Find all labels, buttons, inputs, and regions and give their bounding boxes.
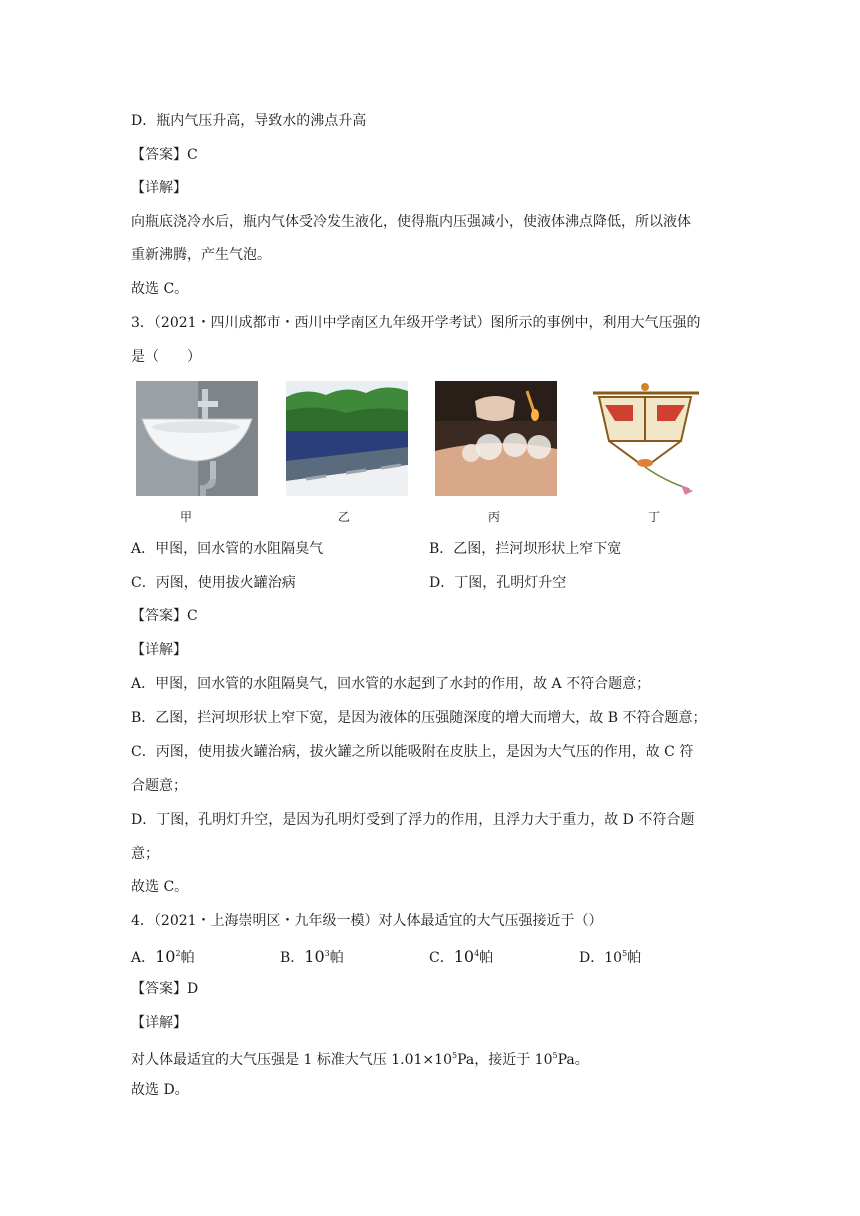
q3-explain-b: B．乙图，拦河坝形状上窄下宽，是因为液体的压强随深度的增大而增大，故 B 不符合题意； — [131, 710, 707, 726]
q3-stem-line-2: 是（ ） — [131, 349, 201, 365]
q3-option-c: C．丙图，使用拔火罐治病 — [131, 575, 296, 591]
q4-option-d: D．$10^5$帕 — [579, 949, 642, 966]
q3-explain-a: A．甲图，回水管的水阻隔臭气，回水管的水起到了水封的作用，故 A 不符合题意； — [131, 676, 651, 692]
dam-image — [286, 381, 408, 496]
q3-choose: 故选 C。 — [131, 879, 189, 895]
q4-option-c: C．$10^4$帕 — [429, 947, 494, 966]
prev-option-d: D．瓶内气压升高，导致水的沸点升高 — [131, 113, 367, 129]
prev-choose: 故选 C。 — [131, 281, 189, 297]
q4-option-a: A．$10^2$帕 — [131, 947, 195, 966]
prev-explain-line-1: 向瓶底浇冷水后，瓶内气体受冷发生液化，使得瓶内压强减小，使液体沸点降低，所以液体 — [131, 214, 691, 230]
q3-option-d: D．丁图，孔明灯升空 — [429, 575, 567, 591]
lantern-image — [585, 381, 707, 496]
q3-option-a: A．甲图，回水管的水阻隔臭气 — [131, 541, 324, 557]
q3-explain-d-line-1: D．丁图，孔明灯升空，是因为孔明灯受到了浮力的作用，且浮力大于重力，故 D 不符合题 — [131, 812, 695, 828]
q3-option-b: B．乙图，拦河坝形状上窄下宽 — [429, 541, 622, 557]
caption-yi: 乙 — [337, 510, 350, 524]
q3-answer: 【答案】C — [131, 608, 198, 624]
q4-option-b: B．$10^3$帕 — [280, 947, 344, 966]
q3-detail-label: 【详解】 — [131, 642, 187, 658]
q4-explain: 对人体最适宜的大气压强是 1 标准大气压 $1.01\times 10^5Pa$，接近于 $10^5Pa$。 — [131, 1051, 589, 1068]
sink-image — [136, 381, 258, 496]
q4-choose: 故选 D。 — [131, 1082, 189, 1098]
prev-explain-line-2: 重新沸腾，产生气泡。 — [131, 247, 271, 263]
cupping-image — [435, 381, 557, 496]
caption-bing: 丙 — [487, 510, 500, 524]
prev-detail-label: 【详解】 — [131, 180, 187, 196]
q4-stem: 4．（2021・上海崇明区・九年级一模）对人体最适宜的大气压强接近于（） — [131, 913, 603, 929]
q3-explain-d-line-2: 意； — [131, 846, 159, 862]
q4-detail-label: 【详解】 — [131, 1015, 187, 1031]
caption-jia: 甲 — [179, 510, 192, 524]
q3-explain-c-line-1: C．丙图，使用拔火罐治病，拔火罐之所以能吸附在皮肤上，是因为大气压的作用，故 C 符 — [131, 744, 694, 760]
caption-ding: 丁 — [647, 510, 660, 524]
q3-stem-line-1: 3．（2021・四川成都市・西川中学南区九年级开学考试）图所示的事例中，利用大气压强的 — [131, 315, 701, 331]
q4-answer: 【答案】D — [131, 981, 199, 997]
q3-explain-c-line-2: 合题意； — [131, 778, 187, 794]
prev-answer: 【答案】C — [131, 147, 198, 163]
